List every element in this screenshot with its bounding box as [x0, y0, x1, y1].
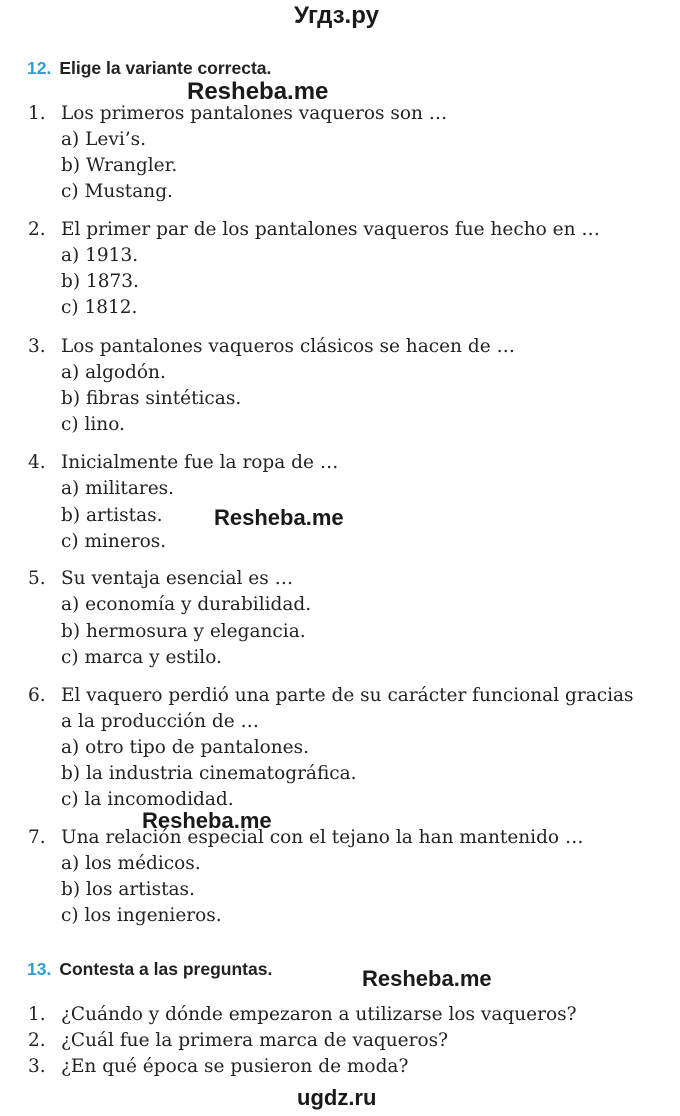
- question-2-option-c: c) 1812.: [61, 297, 138, 318]
- question-13-2: 2. ¿Cuál fue la primera marca de vaqueros?: [28, 1030, 449, 1051]
- question-4-option-a: a) militares.: [61, 478, 175, 499]
- exercise-12-title: Elige la variante correcta.: [59, 58, 272, 78]
- question-13-1: 1. ¿Cuándo y dónde empezaron a utilizarse los vaqueros?: [28, 1004, 577, 1025]
- question-2-option-a: a) 1913.: [61, 245, 139, 266]
- question-5-option-c: c) marca y estilo.: [61, 647, 222, 668]
- header-watermark: Угдз.ру: [294, 2, 379, 29]
- exercise-12-heading: [27, 58, 271, 79]
- question-6-continuation: a la producción de …: [61, 711, 260, 732]
- resheba-watermark: Resheba.me: [362, 966, 492, 991]
- resheba-watermark: Resheba.me: [187, 78, 329, 105]
- resheba-watermark: Resheba.me: [142, 808, 272, 833]
- question-2-option-b: b) 1873.: [61, 271, 139, 292]
- question-3: 3. Los pantalones vaqueros clásicos se hacen de …: [28, 336, 516, 357]
- question-6-option-a: a) otro tipo de pantalones.: [61, 737, 309, 758]
- question-3-option-a: a) algodón.: [61, 362, 166, 383]
- question-1-option-b: b) Wrangler.: [61, 155, 178, 176]
- question-2: 2. El primer par de los pantalones vaqueros fue hecho en …: [28, 219, 600, 240]
- question-5: 5. Su ventaja esencial es …: [28, 568, 294, 589]
- question-4-option-c: c) mineros.: [61, 531, 167, 552]
- exercise-13-heading: [27, 959, 272, 980]
- question-3-option-c: c) lino.: [61, 414, 125, 435]
- question-4-option-b: b) artistas.: [61, 505, 163, 526]
- footer-watermark: ugdz.ru: [297, 1085, 377, 1110]
- question-5-option-b: b) hermosura y elegancia.: [61, 621, 306, 642]
- question-1: 1. Los primeros pantalones vaqueros son …: [28, 103, 448, 124]
- question-7-option-a: a) los médicos.: [61, 853, 201, 874]
- question-5-option-a: a) economía y durabilidad.: [61, 594, 312, 615]
- question-7-option-c: c) los ingenieros.: [61, 905, 222, 926]
- exercise-13-number: 13.: [27, 959, 52, 979]
- exercise-13-title: Contesta a las preguntas.: [59, 959, 273, 979]
- exercise-12-number: 12.: [27, 58, 52, 78]
- question-13-3: 3. ¿En qué época se pusieron de moda?: [28, 1056, 409, 1077]
- question-6: 6. El vaquero perdió una parte de su carácter funcional gracias: [28, 685, 634, 706]
- question-1-option-a: a) Levi’s.: [61, 129, 146, 150]
- question-3-option-b: b) fibras sintéticas.: [61, 388, 242, 409]
- question-6-option-b: b) la industria cinematográfica.: [61, 763, 357, 784]
- question-7-option-b: b) los artistas.: [61, 879, 195, 900]
- question-6-option-c: c) la incomodidad.: [61, 789, 234, 810]
- question-1-option-c: c) Mustang.: [61, 181, 173, 202]
- question-4: 4. Inicialmente fue la ropa de …: [28, 452, 339, 473]
- question-7: 7. Una relación especial con el tejano la han mantenido …: [28, 827, 584, 848]
- resheba-watermark: Resheba.me: [214, 505, 344, 530]
